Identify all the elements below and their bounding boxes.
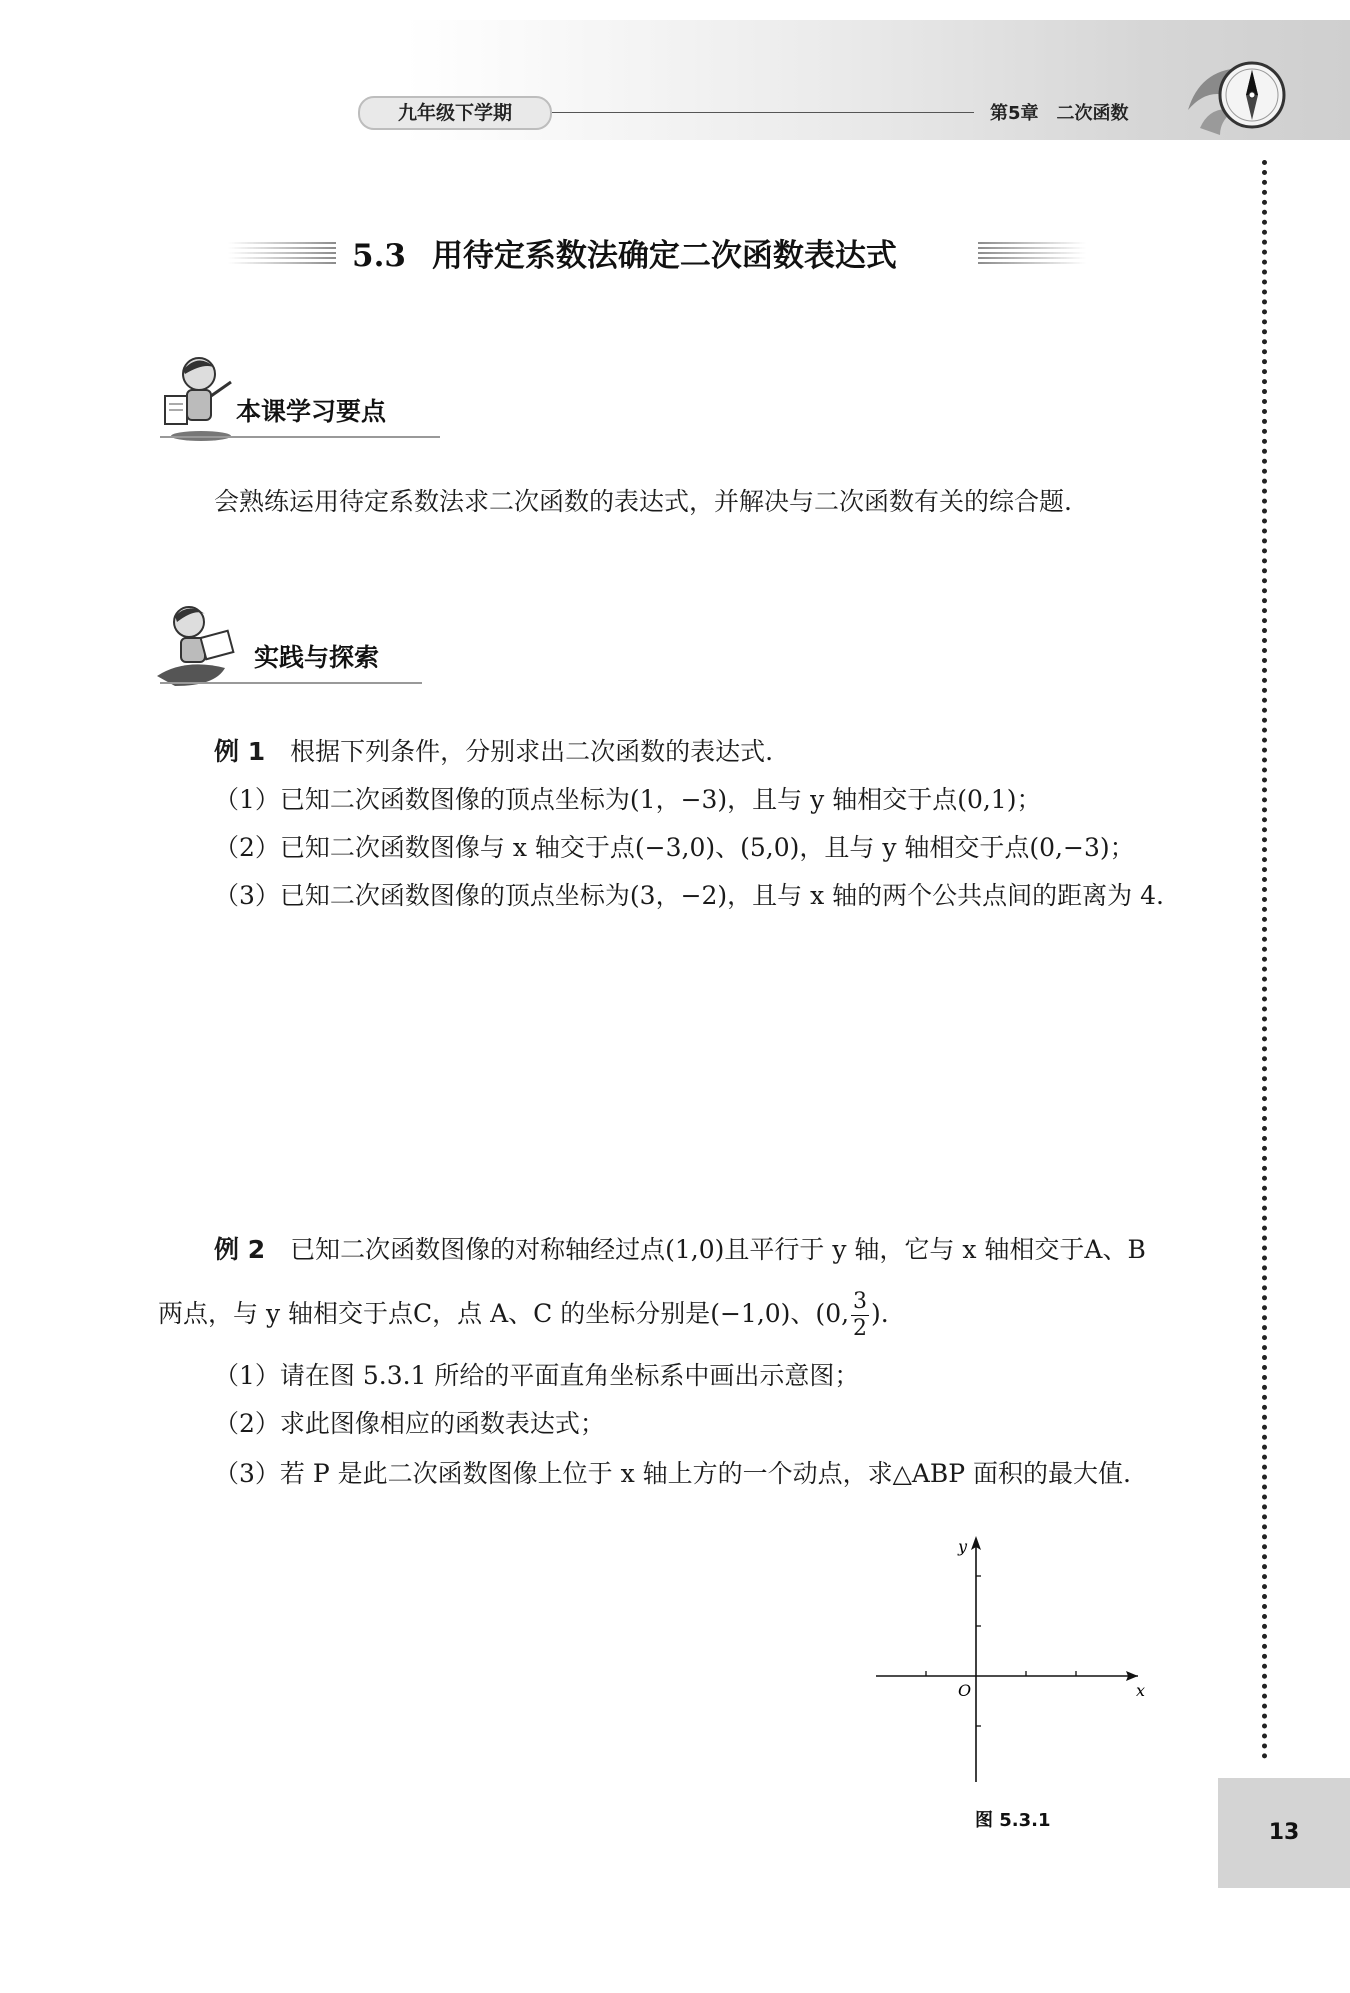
example1-intro-text: 根据下列条件，分别求出二次函数的表达式. <box>290 737 774 766</box>
key-points-rule <box>160 436 440 438</box>
example1-item-3: （3）已知二次函数图像的顶点坐标为(3，−2)，且与 x 轴的两个公共点间的距离为 4. <box>214 881 1164 910</box>
example1-item-2: （2）已知二次函数图像与 x 轴交于点(−3,0)、(5,0)，且与 y 轴相交于点(0,−3)； <box>214 833 1135 862</box>
example1-intro <box>158 732 1226 768</box>
key-points-text: 会熟练运用待定系数法求二次函数的表达式，并解决与二次函数有关的综合题. <box>214 487 1072 516</box>
margin-dotted-line <box>1262 160 1267 1760</box>
section-title <box>352 230 972 275</box>
fraction-denominator: 2 <box>853 1316 868 1341</box>
practice-heading: 实践与探索 <box>254 643 380 672</box>
compass-icon <box>1180 50 1290 140</box>
key-points-heading: 本课学习要点 <box>236 397 387 426</box>
example1-label: 例 1 <box>214 737 266 766</box>
y-axis-label: y <box>958 1537 968 1556</box>
origin-label: O <box>958 1681 972 1700</box>
fraction-numerator: 3 <box>853 1289 868 1314</box>
example2-intro-end: ). <box>871 1299 889 1328</box>
section-number: 5.3 <box>352 238 406 274</box>
header-rule <box>552 112 974 113</box>
example2-item-1: （1）请在图 5.3.1 所给的平面直角坐标系中画出示意图； <box>214 1361 860 1390</box>
example2-intro-text: 已知二次函数图像的对称轴经过点(1,0)且平行于 y 轴，它与 x 轴相交于A、B 两点，与 y 轴相交于点C，点 A、C 的坐标分别是(−1,0)、(0, <box>158 1235 1146 1328</box>
chapter-label: 第5章 二次函数 <box>990 103 1129 124</box>
grade-label: 九年级下学期 <box>358 96 552 130</box>
page-number: 13 <box>1218 1778 1350 1888</box>
section-title-text: 用待定系数法确定二次函数表达式 <box>431 238 897 274</box>
title-decoration-right <box>978 242 1086 266</box>
x-axis-label: x <box>1136 1681 1146 1700</box>
figure-caption: 图 5.3.1 <box>975 1810 1051 1831</box>
coordinate-axes <box>860 1530 1150 1790</box>
example1-item-1: （1）已知二次函数图像的顶点坐标为(1，−3)，且与 y 轴相交于点(0,1)； <box>214 785 1042 814</box>
example2-fraction <box>851 1289 869 1342</box>
student-reading-icon <box>155 352 235 442</box>
practice-rule <box>160 682 422 684</box>
title-decoration-left <box>228 242 336 266</box>
example2-label: 例 2 <box>214 1235 266 1264</box>
example2-item-2: （2）求此图像相应的函数表达式； <box>214 1409 605 1438</box>
axis-ticks <box>926 1576 1076 1726</box>
example2-intro <box>158 1218 1170 1346</box>
student-writing-icon <box>155 598 235 688</box>
example2-item-3: （3）若 P 是此二次函数图像上位于 x 轴上方的一个动点，求△ABP 面积的最大值. <box>214 1459 1131 1488</box>
